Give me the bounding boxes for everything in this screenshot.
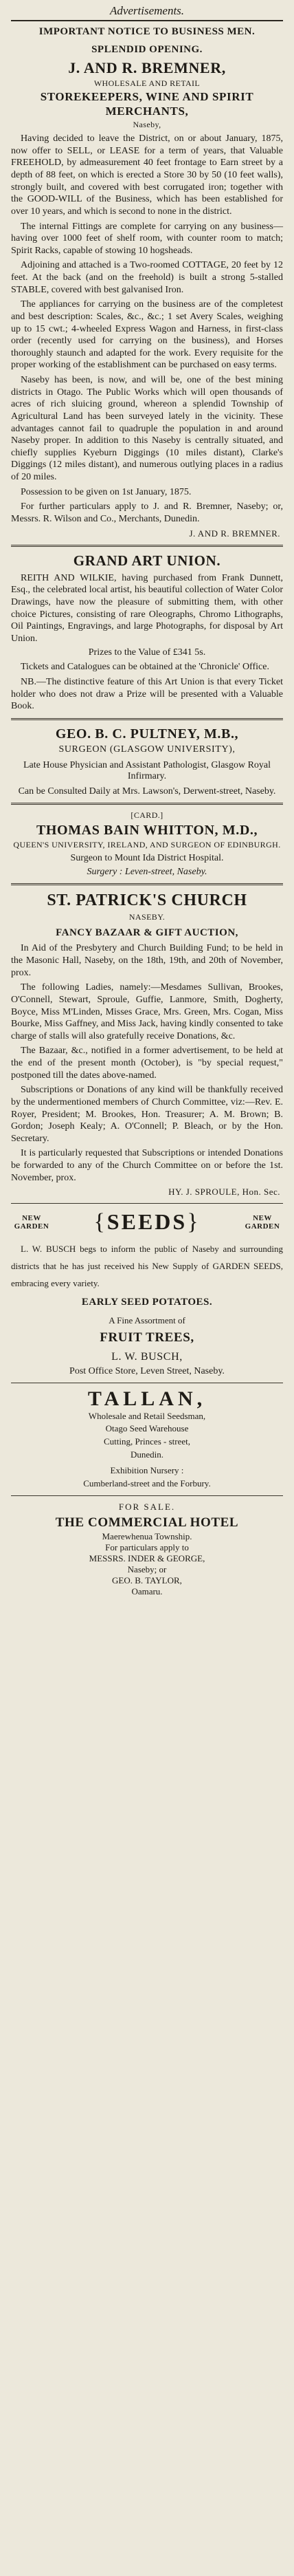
bremner-para-3: Adjoining and attached is a Two-roomed COTTAGE, 20 feet by 12 feet. At the back (and on the freehold) is built a strong 5-stalled STABLE, covered with best galvanised Iron. <box>11 260 283 295</box>
art-union-note: NB.—The distinctive feature of this Art Union is that every Ticket holder who does not draw a Prize will be presented with a Valuable Book. <box>11 677 283 712</box>
notice-title: IMPORTANT NOTICE TO BUSINESS MEN. <box>38 26 256 37</box>
tallan-line-2: Otago Seed Warehouse <box>105 1423 189 1434</box>
tallan-line-4: Dunedin. <box>130 1449 164 1460</box>
seeds-headline-row <box>11 1209 283 1235</box>
card-label: [CARD.] <box>131 810 163 821</box>
church-title: ST. PATRICK'S CHURCH <box>47 891 247 910</box>
art-union-advert <box>11 552 283 713</box>
busch-name: L. W. BUSCH, <box>111 1350 183 1363</box>
church-town: NASEBY. <box>128 911 166 922</box>
hotel-apply: For particulars apply to <box>105 1541 189 1552</box>
opening-title: SPLENDID OPENING. <box>91 43 203 55</box>
art-union-prizes: Prizes to the Value of £341 5s. <box>88 647 206 658</box>
agent-2: GEO. B. TAYLOR, <box>112 1574 182 1585</box>
town-line: Naseby, <box>133 120 161 130</box>
seed-potatoes: EARLY SEED POTATOES. <box>81 1297 213 1308</box>
church-para-2: The following Ladies, namely:—Mesdames Sullivan, Brookes, O'Connell, Stewart, Sproule, Guffie, Lanmore, Smith, Dogherty, Boyce, Miss M'Linden, Misses Grace, Mrs. Green, Mrs. Cogan, Miss Bourke, Miss Gaffney, and Miss Jack, having kindly consented to take charge of stalls will also gratefully receive Donations, &c. <box>11 982 283 1041</box>
church-signature: HY. J. SPROULE, Hon. Sec. <box>168 1187 280 1198</box>
divider <box>11 883 283 885</box>
assortment-line: A Fine Assortment of <box>109 1314 185 1325</box>
tallan-line-3: Cutting, Princes - street, <box>103 1436 190 1447</box>
bremner-para-6: Possession to be given on 1st January, 1875. <box>21 486 192 497</box>
agent-2-town: Oamaru. <box>131 1585 163 1597</box>
pultney-history: Late House Physician and Assistant Pathologist, Glasgow Royal Infirmary. <box>23 760 271 782</box>
nursery-label: Exhibition Nursery : <box>110 1465 184 1476</box>
whitton-surgery: Surgery : Leven-street, Naseby. <box>87 867 207 878</box>
new-garden-left: NEW GARDEN <box>14 1214 49 1231</box>
tallan-line-1: Wholesale and Retail Seedsman, <box>88 1410 206 1421</box>
whitton-university: QUEEN'S UNIVERSITY, IRELAND, AND SURGEON OF EDINBURGH. <box>13 840 281 850</box>
bremner-para-5: Naseby has been, is now, and will be, one of the best mining districts in Otago. The Public Works which will open thousands of acres of rich sluicing ground, whereon a splendid Township of Agricultural Land has been surveyed lately in the vicinity. These advantages cannot fail to quadruple the population in and around Naseby proper. In addition to this Naseby is centrally situated, and chiefly supplies Kyeburn Diggings (10 miles distant), Clarke's Diggings (12 miles distant), and numerous outlying places in a radius of 20 miles. <box>11 375 283 483</box>
pultney-consult: Can be Consulted Daily at Mrs. Lawson's, Derwent-street, Naseby. <box>18 786 276 797</box>
agent-1: MESSRS. INDER & GEORGE, <box>89 1552 205 1563</box>
pultney-card <box>11 726 283 797</box>
for-sale: FOR SALE. <box>118 1501 176 1512</box>
agent-1-town: Naseby; or <box>127 1563 167 1574</box>
busch-address: Post Office Store, Leven Street, Naseby. <box>69 1365 225 1376</box>
divider <box>11 803 283 805</box>
pultney-name: GEO. B. C. PULTNEY, M.B., <box>55 726 239 742</box>
art-union-tickets: Tickets and Catalogues can be obtained at the 'Chronicle' Office. <box>21 662 269 673</box>
trade-title: STOREKEEPERS, WINE AND SPIRIT MERCHANTS, <box>40 90 254 118</box>
church-para-5: It is particularly requested that Subscriptions or intended Donations be forwarded to any of the Church Committee on or before the 1st. November, prox. <box>11 1148 283 1183</box>
bremner-para-4: The appliances for carrying on the business are of the completest and best description: Scales, &c., &c.; 1 set Avery Scales, weighing up to 15 cwt.; 4-wheeled Express Wagon and Harness, in first-class order (recently used for carrying on the business), and Horses thoroughly staunch and adapted for the work. Every requisite for the proper working of the establishment can be purchased on easy terms. <box>11 299 283 371</box>
nursery-address: Cumberland-street and the Forbury. <box>83 1478 211 1489</box>
divider <box>11 1203 283 1204</box>
whitton-card <box>11 810 283 878</box>
art-union-title: GRAND ART UNION. <box>73 552 221 569</box>
pultney-role: SURGEON (GLASGOW UNIVERSITY), <box>58 744 236 755</box>
hotel-town: Maerewhenua Township. <box>102 1530 192 1541</box>
church-bazaar-advert <box>11 891 283 1198</box>
hotel-name: THE COMMERCIAL HOTEL <box>55 1515 239 1530</box>
art-union-para-1: REITH AND WILKIE, having purchased from Frank Dunnett, Esq., the celebrated local artist, his beautiful collection of Water Color Drawings, have now the pleasure of submitting them, with other choice Pictures, consisting of rare Oleographs, Chromo Lithographs, Oil Paintings, Engravings, and large Photographs, for disposal by Art Union. <box>11 572 283 644</box>
new-garden-right: NEW GARDEN <box>245 1214 280 1231</box>
bremner-para-1: Having decided to leave the District, on or about January, 1875, now offer to SELL, or LEASE for a term of years, that Valuable FREEHOLD, by admeasurement 40 feet frontage to Earn street by a depth of 88 feet, on which is erected a Store 30 by 50 (10 feet walls), strongly built, and covered with best corrugated iron; together with the GOOD-WILL of the Business, which has been established for over 10 years, and which is second to none in the district. <box>11 133 283 217</box>
bremner-advert <box>11 25 283 539</box>
fruit-trees: FRUIT TREES, <box>100 1330 194 1345</box>
church-para-1: In Aid of the Presbytery and Church Building Fund; to be held in the Masonic Hall, Naseby, on the 18th, 19th, and 20th of November, prox. <box>11 943 283 978</box>
divider <box>11 545 283 547</box>
masthead: Advertisements. <box>11 4 283 21</box>
bremner-signature: J. AND R. BREMNER. <box>189 528 280 539</box>
whitton-post: Surgeon to Mount Ida District Hospital. <box>70 853 224 864</box>
firm-name: J. AND R. BREMNER, <box>68 59 226 76</box>
busch-seeds-advert <box>11 1209 283 1376</box>
hotel-advert <box>11 1502 283 1597</box>
church-para-4: Subscriptions or Donations of any kind will be thankfully received by the undermentioned members of Church Committee, viz:—Rev. E. Royer, President; M. Brookes, Hon. Treasurer; A. M. Brown; B. Gordon; Joseph Kealy; A. O'Connell; P. Bleach, or by the Hon. Secretary. <box>11 1085 283 1144</box>
seeds-headline: {SEEDS} <box>93 1209 201 1235</box>
bremner-para-7: For further particulars apply to J. and R. Bremner, Naseby; or, Messrs. R. Wilson and Co., Merchants, Dunedin. <box>11 501 283 524</box>
busch-paragraph: L. W. BUSCH begs to inform the public of Naseby and surrounding districts that he has just received his New Supply of GARDEN SEEDS, embracing every variety. <box>11 1244 283 1288</box>
bremner-para-2: The internal Fittings are complete for carrying on any business—having over 1000 feet of shelf room, with counter room to match; Spirit Racks, capable of stowing 10 hogsheads. <box>11 221 283 256</box>
tallan-advert <box>11 1389 283 1490</box>
tallan-name: TALLAN, <box>87 1387 207 1410</box>
divider <box>11 1495 283 1496</box>
church-event: FANCY BAZAAR & GIFT AUCTION, <box>56 927 238 938</box>
trade-line: WHOLESALE AND RETAIL <box>93 78 201 89</box>
whitton-name: THOMAS BAIN WHITTON, M.D., <box>36 823 258 838</box>
divider <box>11 718 283 720</box>
church-para-3: The Bazaar, &c., notified in a former advertisement, to be held at the end of the present month (October), is "by special request," postponed till the dates above-named. <box>11 1046 283 1081</box>
